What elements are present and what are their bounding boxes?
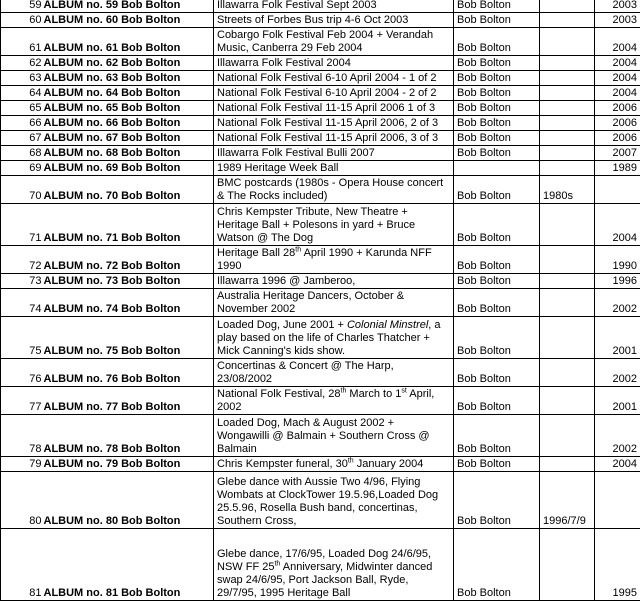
album-name-cell[interactable]: ALBUM no. 77 Bob Bolton bbox=[43, 387, 214, 415]
table-row bbox=[1, 71, 640, 86]
owner-cell[interactable]: Bob Bolton bbox=[454, 246, 540, 274]
date-range-cell[interactable] bbox=[540, 0, 595, 13]
year-cell[interactable]: 1995 bbox=[595, 529, 640, 601]
table-row bbox=[1, 359, 640, 387]
table-row bbox=[1, 176, 640, 204]
table-row bbox=[1, 246, 640, 274]
table-row bbox=[1, 472, 640, 529]
date-range-cell[interactable] bbox=[540, 71, 595, 86]
description-cell[interactable] bbox=[214, 359, 454, 387]
owner-cell[interactable]: Bob Bolton bbox=[454, 204, 540, 246]
description-cell[interactable] bbox=[214, 472, 454, 529]
year-cell[interactable]: 2004 bbox=[595, 71, 640, 86]
description-cell[interactable] bbox=[214, 274, 454, 289]
row-number-cell[interactable]: 65 bbox=[1, 101, 43, 116]
owner-cell[interactable]: Bob Bolton bbox=[454, 289, 540, 317]
description-cell[interactable] bbox=[214, 0, 454, 13]
date-range-cell[interactable] bbox=[540, 204, 595, 246]
album-name-cell[interactable]: ALBUM no. 78 Bob Bolton bbox=[43, 415, 214, 457]
date-range-cell[interactable] bbox=[540, 359, 595, 387]
owner-cell[interactable]: Bob Bolton bbox=[454, 457, 540, 472]
owner-cell[interactable]: Bob Bolton bbox=[454, 176, 540, 204]
owner-cell[interactable]: Bob Bolton bbox=[454, 86, 540, 101]
description-line: 2002 bbox=[217, 401, 451, 414]
description-line: & The Rocks included) bbox=[217, 190, 451, 203]
description-line: National Folk Festival 6-10 April 2004 - 2 of 2 bbox=[217, 87, 451, 100]
date-range-cell[interactable] bbox=[540, 13, 595, 28]
description-line: Chris Kempster funeral, 30th January 2004 bbox=[217, 458, 451, 471]
album-name-cell[interactable]: ALBUM no. 76 Bob Bolton bbox=[43, 359, 214, 387]
description-line: Glebe dance, 17/6/95, Loaded Dog 24/6/95, bbox=[217, 548, 451, 561]
row-number-cell[interactable]: 69 bbox=[1, 161, 43, 176]
date-range-cell[interactable] bbox=[540, 387, 595, 415]
date-range-cell[interactable]: 1980s bbox=[540, 176, 595, 204]
description-cell[interactable] bbox=[214, 116, 454, 131]
year-cell[interactable]: 2004 bbox=[595, 86, 640, 101]
album-name-cell[interactable]: ALBUM no. 81 Bob Bolton bbox=[43, 529, 214, 601]
table-row bbox=[1, 131, 640, 146]
row-number-cell[interactable]: 67 bbox=[1, 131, 43, 146]
date-range-cell[interactable] bbox=[540, 246, 595, 274]
row-number-cell[interactable]: 71 bbox=[1, 204, 43, 246]
row-number-cell[interactable]: 60 bbox=[1, 13, 43, 28]
table-row bbox=[1, 86, 640, 101]
album-name-cell[interactable]: ALBUM no. 63 Bob Bolton bbox=[43, 71, 214, 86]
date-range-cell[interactable] bbox=[540, 116, 595, 131]
year-cell[interactable]: 2003 bbox=[595, 13, 640, 28]
year-cell[interactable]: 2004 bbox=[595, 204, 640, 246]
owner-cell[interactable]: Bob Bolton bbox=[454, 415, 540, 457]
description-line: Music, Canberra 29 Feb 2004 bbox=[217, 42, 451, 55]
description-line: November 2002 bbox=[217, 303, 451, 316]
album-name-cell[interactable]: ALBUM no. 80 Bob Bolton bbox=[43, 472, 214, 529]
table-row bbox=[1, 274, 640, 289]
row-number-cell[interactable]: 77 bbox=[1, 387, 43, 415]
year-cell[interactable]: 2006 bbox=[595, 101, 640, 116]
album-name-cell[interactable]: ALBUM no. 71 Bob Bolton bbox=[43, 204, 214, 246]
year-cell[interactable]: 2004 bbox=[595, 457, 640, 472]
owner-cell[interactable]: Bob Bolton bbox=[454, 0, 540, 13]
description-cell[interactable] bbox=[214, 415, 454, 457]
date-range-cell[interactable] bbox=[540, 28, 595, 56]
row-number-cell[interactable]: 72 bbox=[1, 246, 43, 274]
owner-cell[interactable]: Bob Bolton bbox=[454, 101, 540, 116]
album-name-cell[interactable]: ALBUM no. 68 Bob Bolton bbox=[43, 146, 214, 161]
description-line: Illawarra Folk Festival 2004 bbox=[217, 57, 451, 70]
album-name-cell[interactable]: ALBUM no. 67 Bob Bolton bbox=[43, 131, 214, 146]
album-name-cell[interactable]: ALBUM no. 61 Bob Bolton bbox=[43, 28, 214, 56]
description-line: Loaded Dog, June 2001 + Colonial Minstrel, a bbox=[217, 319, 451, 332]
year-cell[interactable]: 2004 bbox=[595, 56, 640, 71]
date-range-cell[interactable] bbox=[540, 131, 595, 146]
description-line: National Folk Festival, 28th March to 1st April, bbox=[217, 388, 451, 401]
owner-cell[interactable]: Bob Bolton bbox=[454, 131, 540, 146]
description-line: Balmain bbox=[217, 443, 451, 456]
description-line: Australia Heritage Dancers, October & bbox=[217, 290, 451, 303]
description-line: Heritage Ball 28th April 1990 + Karunda NFF bbox=[217, 247, 451, 260]
table-row bbox=[1, 415, 640, 457]
table-row bbox=[1, 161, 640, 176]
owner-cell[interactable]: Bob Bolton bbox=[454, 359, 540, 387]
year-cell[interactable]: 2002 bbox=[595, 415, 640, 457]
table-row bbox=[1, 101, 640, 116]
description-cell[interactable] bbox=[214, 204, 454, 246]
description-line: National Folk Festival 11-15 April 2006, 2 of 3 bbox=[217, 117, 451, 130]
album-name-cell[interactable]: ALBUM no. 64 Bob Bolton bbox=[43, 86, 214, 101]
description-cell[interactable] bbox=[214, 86, 454, 101]
year-cell[interactable]: 2006 bbox=[595, 131, 640, 146]
date-range-cell[interactable] bbox=[540, 529, 595, 601]
date-range-cell[interactable] bbox=[540, 161, 595, 176]
year-cell[interactable]: 2001 bbox=[595, 317, 640, 359]
table-row bbox=[1, 116, 640, 131]
table-row bbox=[1, 317, 640, 359]
date-range-cell[interactable] bbox=[540, 56, 595, 71]
description-line: swap 24/6/95, Port Jackson Ball, Ryde, bbox=[217, 574, 451, 587]
row-number-cell[interactable]: 59 bbox=[1, 0, 43, 13]
row-number-cell[interactable]: 79 bbox=[1, 457, 43, 472]
year-cell[interactable]: 2001 bbox=[595, 387, 640, 415]
description-cell[interactable] bbox=[214, 387, 454, 415]
date-range-cell[interactable] bbox=[540, 289, 595, 317]
row-number-cell[interactable]: 70 bbox=[1, 176, 43, 204]
album-name-cell[interactable]: ALBUM no. 74 Bob Bolton bbox=[43, 289, 214, 317]
description-line: National Folk Festival 11-15 April 2006, 3 of 3 bbox=[217, 132, 451, 145]
date-range-cell[interactable] bbox=[540, 317, 595, 359]
year-cell[interactable]: 2007 bbox=[595, 146, 640, 161]
date-range-cell[interactable] bbox=[540, 274, 595, 289]
description-line: 25.5.96, Rosella Bush band, concertinas, bbox=[217, 502, 451, 515]
description-line: Loaded Dog, Mach & August 2002 + bbox=[217, 417, 451, 430]
table-row bbox=[1, 457, 640, 472]
description-line: 29/7/95, 1995 Heritage Ball bbox=[217, 587, 451, 600]
date-range-cell[interactable] bbox=[540, 457, 595, 472]
description-line: 1990 bbox=[217, 260, 451, 273]
description-line: National Folk Festival 11-15 April 2006 1 of 3 bbox=[217, 102, 451, 115]
album-name-cell[interactable]: ALBUM no. 70 Bob Bolton bbox=[43, 176, 214, 204]
owner-cell[interactable]: Bob Bolton bbox=[454, 13, 540, 28]
album-name-cell[interactable]: ALBUM no. 65 Bob Bolton bbox=[43, 101, 214, 116]
description-line: Southern Cross, bbox=[217, 515, 451, 528]
date-range-cell[interactable] bbox=[540, 101, 595, 116]
description-cell[interactable] bbox=[214, 131, 454, 146]
description-line: BMC postcards (1980s - Opera House concert bbox=[217, 177, 451, 190]
row-number-cell[interactable]: 78 bbox=[1, 415, 43, 457]
year-cell[interactable]: 2003 bbox=[595, 0, 640, 13]
year-cell[interactable] bbox=[595, 472, 640, 529]
owner-cell[interactable]: Bob Bolton bbox=[454, 116, 540, 131]
row-number-cell[interactable]: 66 bbox=[1, 116, 43, 131]
table-row bbox=[1, 146, 640, 161]
row-number-cell[interactable]: 62 bbox=[1, 56, 43, 71]
row-number-cell[interactable]: 64 bbox=[1, 86, 43, 101]
description-line: National Folk Festival 6-10 April 2004 - 1 of 2 bbox=[217, 72, 451, 85]
owner-cell[interactable]: Bob Bolton bbox=[454, 529, 540, 601]
year-cell[interactable] bbox=[595, 176, 640, 204]
description-cell[interactable] bbox=[214, 161, 454, 176]
owner-cell[interactable] bbox=[454, 161, 540, 176]
description-line: Wongawilli @ Balmain + Southern Cross @ bbox=[217, 430, 451, 443]
description-line: Streets of Forbes Bus trip 4-6 Oct 2003 bbox=[217, 14, 451, 27]
description-line: Cobargo Folk Festival Feb 2004 + Verandah bbox=[217, 29, 451, 42]
table-row bbox=[1, 529, 640, 601]
row-number-cell[interactable]: 76 bbox=[1, 359, 43, 387]
album-name-cell[interactable]: ALBUM no. 72 Bob Bolton bbox=[43, 246, 214, 274]
description-line: Watson @ The Dog bbox=[217, 232, 451, 245]
owner-cell[interactable]: Bob Bolton bbox=[454, 472, 540, 529]
owner-cell[interactable]: Bob Bolton bbox=[454, 56, 540, 71]
row-number-cell[interactable]: 80 bbox=[1, 472, 43, 529]
table-row bbox=[1, 28, 640, 56]
year-cell[interactable]: 2002 bbox=[595, 289, 640, 317]
year-cell[interactable]: 2002 bbox=[595, 359, 640, 387]
year-cell[interactable]: 1990 bbox=[595, 246, 640, 274]
description-cell[interactable] bbox=[214, 176, 454, 204]
date-range-cell[interactable]: 1996/7/9 bbox=[540, 472, 595, 529]
description-cell[interactable] bbox=[214, 246, 454, 274]
description-line: 1989 Heritage Week Ball bbox=[217, 162, 451, 175]
description-line: play based on the life of Charles Thatcher + bbox=[217, 332, 451, 345]
description-cell[interactable] bbox=[214, 457, 454, 472]
description-line: Mick Canning's kids show. bbox=[217, 345, 451, 358]
description-line: Illawarra 1996 @ Jamberoo, bbox=[217, 275, 451, 288]
row-number-cell[interactable]: 81 bbox=[1, 529, 43, 601]
album-name-cell[interactable]: ALBUM no. 69 Bob Bolton bbox=[43, 161, 214, 176]
description-cell[interactable] bbox=[214, 529, 454, 601]
date-range-cell[interactable] bbox=[540, 146, 595, 161]
row-number-cell[interactable]: 75 bbox=[1, 317, 43, 359]
description-line: Illawarra Folk Festival Sept 2003 bbox=[217, 0, 451, 12]
description-cell[interactable] bbox=[214, 289, 454, 317]
table-row bbox=[1, 204, 640, 246]
owner-cell[interactable]: Bob Bolton bbox=[454, 387, 540, 415]
album-name-cell[interactable]: ALBUM no. 60 Bob Bolton bbox=[43, 13, 214, 28]
row-number-cell[interactable]: 61 bbox=[1, 28, 43, 56]
table-row bbox=[1, 289, 640, 317]
owner-cell[interactable]: Bob Bolton bbox=[454, 274, 540, 289]
album-name-cell[interactable]: ALBUM no. 79 Bob Bolton bbox=[43, 457, 214, 472]
table-row bbox=[1, 56, 640, 71]
description-line: Wombats at ClockTower 19.5.96,Loaded Dog bbox=[217, 489, 451, 502]
album-name-cell[interactable]: ALBUM no. 66 Bob Bolton bbox=[43, 116, 214, 131]
description-cell[interactable] bbox=[214, 71, 454, 86]
description-cell[interactable] bbox=[214, 146, 454, 161]
album-name-cell[interactable]: ALBUM no. 75 Bob Bolton bbox=[43, 317, 214, 359]
description-cell[interactable] bbox=[214, 56, 454, 71]
owner-cell[interactable]: Bob Bolton bbox=[454, 71, 540, 86]
description-cell[interactable] bbox=[214, 13, 454, 28]
row-number-cell[interactable]: 68 bbox=[1, 146, 43, 161]
description-line: Chris Kempster Tribute, New Theatre + bbox=[217, 206, 451, 219]
row-number-cell[interactable]: 73 bbox=[1, 274, 43, 289]
year-cell[interactable]: 1989 bbox=[595, 161, 640, 176]
album-name-cell[interactable]: ALBUM no. 73 Bob Bolton bbox=[43, 274, 214, 289]
table-row bbox=[1, 0, 640, 13]
table-row bbox=[1, 13, 640, 28]
year-cell[interactable]: 2006 bbox=[595, 116, 640, 131]
description-line: 23/08/2002 bbox=[217, 373, 451, 386]
album-name-cell[interactable]: ALBUM no. 62 Bob Bolton bbox=[43, 56, 214, 71]
description-cell[interactable] bbox=[214, 28, 454, 56]
description-cell[interactable] bbox=[214, 317, 454, 359]
album-name-cell[interactable]: ALBUM no. 59 Bob Bolton bbox=[43, 0, 214, 13]
description-cell[interactable] bbox=[214, 101, 454, 116]
owner-cell[interactable]: Bob Bolton bbox=[454, 317, 540, 359]
row-number-cell[interactable]: 74 bbox=[1, 289, 43, 317]
owner-cell[interactable]: Bob Bolton bbox=[454, 146, 540, 161]
description-line: Heritage Ball + Polesons in yard + Bruce bbox=[217, 219, 451, 232]
row-number-cell[interactable]: 63 bbox=[1, 71, 43, 86]
description-line: Illawarra Folk Festival Bulli 2007 bbox=[217, 147, 451, 160]
year-cell[interactable]: 2004 bbox=[595, 28, 640, 56]
description-line: Glebe dance with Aussie Two 4/96, Flying bbox=[217, 476, 451, 489]
owner-cell[interactable]: Bob Bolton bbox=[454, 28, 540, 56]
description-line: NSW FF 25th Anniversary, Midwinter danced bbox=[217, 561, 451, 574]
date-range-cell[interactable] bbox=[540, 415, 595, 457]
description-line: Concertinas & Concert @ The Harp, bbox=[217, 360, 451, 373]
date-range-cell[interactable] bbox=[540, 86, 595, 101]
table-row bbox=[1, 387, 640, 415]
year-cell[interactable]: 1996 bbox=[595, 274, 640, 289]
